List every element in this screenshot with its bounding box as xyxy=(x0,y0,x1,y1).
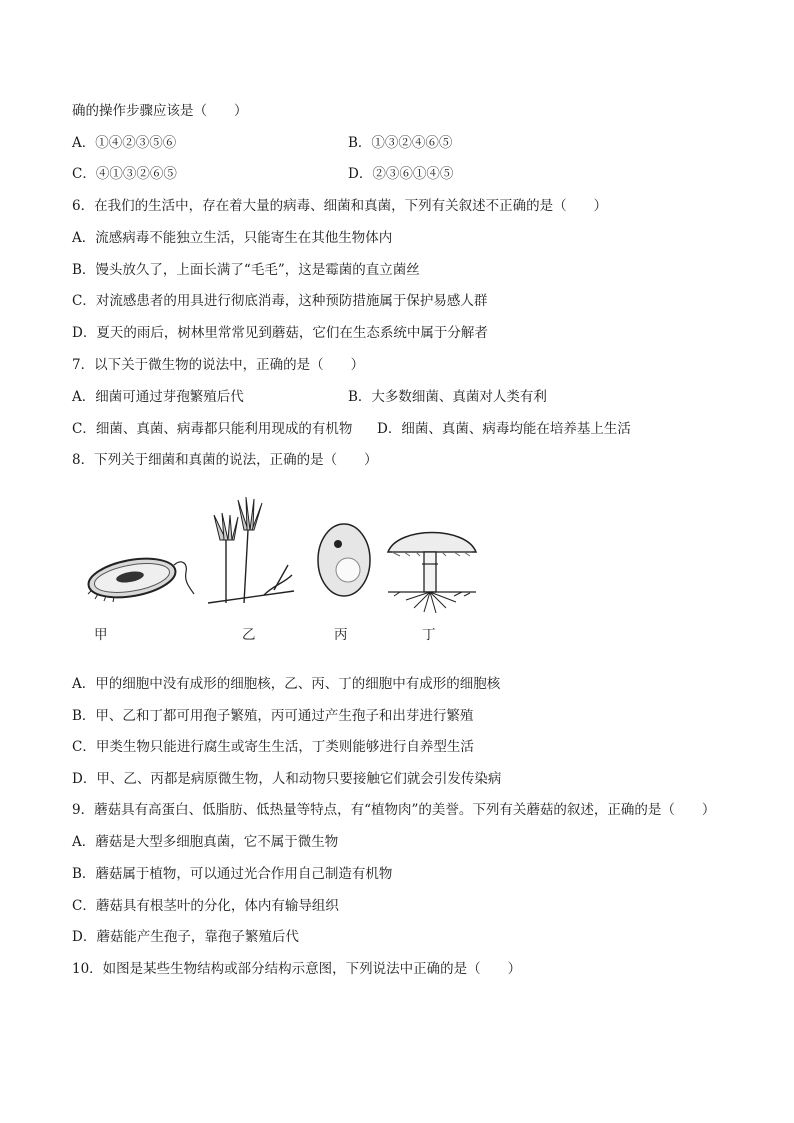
option-8c: C．甲类生物只能进行腐生或寄生生活，丁类则能够进行自养型生活 xyxy=(72,739,474,755)
option-5d: D．②③⑥①④⑤ xyxy=(348,166,454,182)
option-6d: D．夏天的雨后，树林里常常见到蘑菇，它们在生态系统中属于分解者 xyxy=(72,325,488,341)
option-7b: B．大多数细菌、真菌对人类有利 xyxy=(348,389,547,405)
option-7d: D．细菌、真菌、病毒均能在培养基上生活 xyxy=(377,421,631,437)
mushroom-icon xyxy=(384,518,480,618)
option-9a: A．蘑菇是大型多细胞真菌，它不属于微生物 xyxy=(72,834,339,850)
yeast-icon xyxy=(314,520,374,600)
option-6b: B．馒头放久了，上面长满了“毛毛”，这是霉菌的直立菌丝 xyxy=(72,262,420,278)
option-7a: A．细菌可通过芽孢繁殖后代 xyxy=(72,389,244,405)
bacterium-icon xyxy=(82,550,197,610)
question-7: 7．以下关于微生物的说法中，正确的是（ ） xyxy=(72,357,365,373)
question-10: 10．如图是某些生物结构或部分结构示意图，下列说法中正确的是（ ） xyxy=(72,961,522,977)
option-8d: D．甲、乙、丙都是病原微生物，人和动物只要接触它们就会引发传染病 xyxy=(72,771,502,787)
option-7c: C．细菌、真菌、病毒都只能利用现成的有机物 xyxy=(72,421,353,437)
option-5a: A．①④②③⑤⑥ xyxy=(72,135,177,151)
mold-icon xyxy=(204,495,304,610)
figure-label-jia: 甲 xyxy=(94,627,108,643)
question-8: 8．下列关于细菌和真菌的说法，正确的是（ ） xyxy=(72,452,378,468)
question-9: 9．蘑菇具有高蛋白、低脂肪、低热量等特点，有“植物肉”的美誉。下列有关蘑菇的叙述，正确的是（ ） xyxy=(72,802,716,818)
figure-label-bing: 丙 xyxy=(334,627,348,643)
option-6c: C．对流感患者的用具进行彻底消毒，这种预防措施属于保护易感人群 xyxy=(72,293,488,309)
option-6a: A．流感病毒不能独立生活，只能寄生在其他生物体内 xyxy=(72,230,393,246)
organism-figure xyxy=(72,490,502,650)
option-5c: C．④①③②⑥⑤ xyxy=(72,166,177,182)
option-9b: B．蘑菇属于植物，可以通过光合作用自己制造有机物 xyxy=(72,866,393,882)
option-8a: A．甲的细胞中没有成形的细胞核，乙、丙、丁的细胞中有成形的细胞核 xyxy=(72,676,501,692)
figure-label-ding: 丁 xyxy=(422,627,436,643)
figure-label-yi: 乙 xyxy=(242,627,256,643)
option-9c: C．蘑菇具有根茎叶的分化，体内有输导组织 xyxy=(72,898,339,914)
option-9d: D．蘑菇能产生孢子，靠孢子繁殖后代 xyxy=(72,929,299,945)
option-5b: B．①③②④⑥⑤ xyxy=(348,135,453,151)
option-8b: B．甲、乙和丁都可用孢子繁殖，丙可通过产生孢子和出芽进行繁殖 xyxy=(72,708,474,724)
question-6: 6．在我们的生活中，存在着大量的病毒、细菌和真菌，下列有关叙述不正确的是（ ） xyxy=(72,198,608,214)
line-q5-stem-end: 确的操作步骤应该是（ ） xyxy=(72,103,248,119)
